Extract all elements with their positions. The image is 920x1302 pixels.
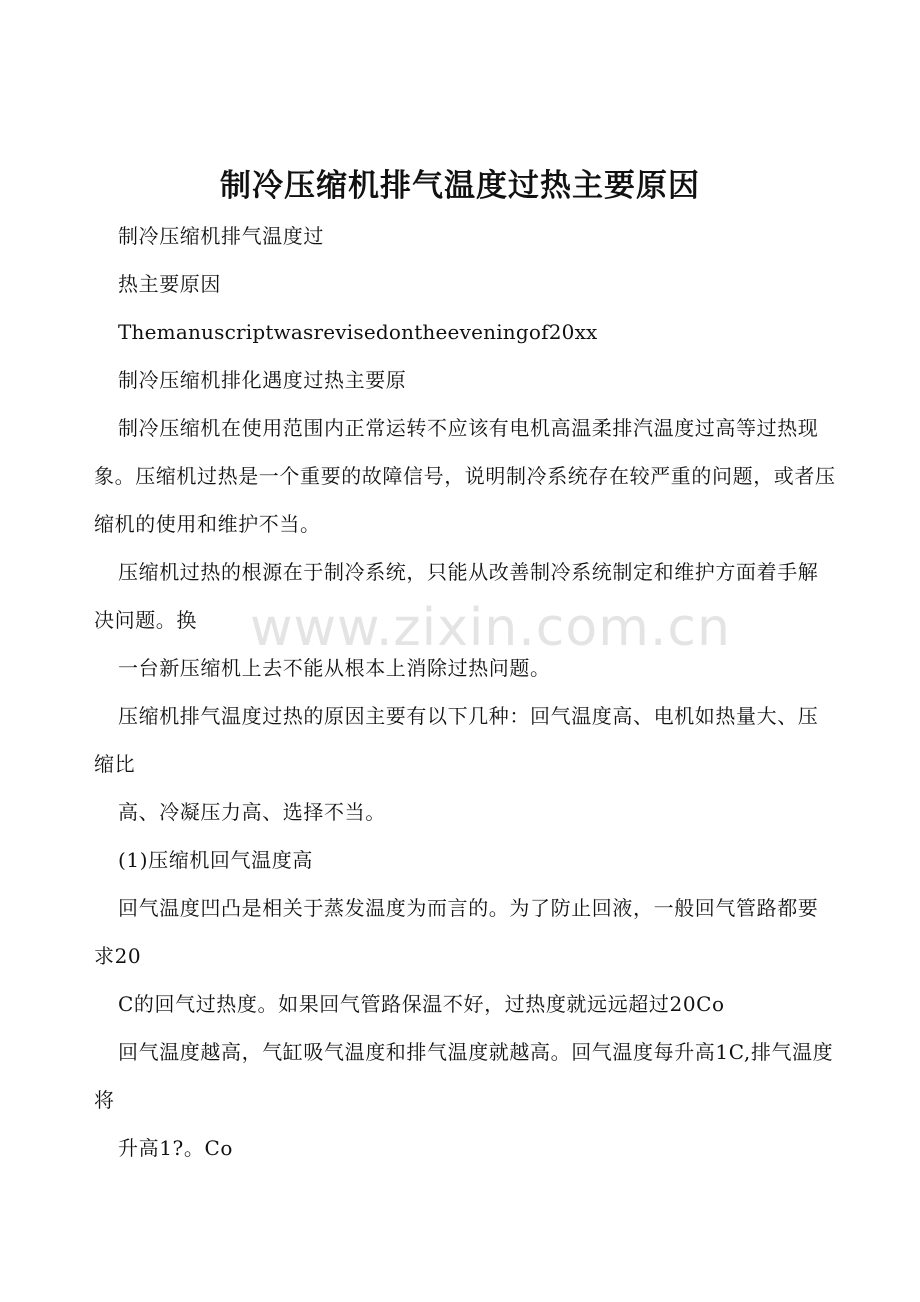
paragraph: Themanuscriptwasrevisedontheeveningof20xx [118,320,598,344]
paragraph: 高、冷凝压力高、选择不当。 [118,800,386,824]
paragraph: 回气温度越高，气缸吸气温度和排气温度就越高。回气温度每升高1C,排气温度将 [94,1040,834,1112]
paragraph: 回气温度凹凸是相关于蒸发温度为而言的。为了防止回液，一般回气管路都要求20 [94,896,819,968]
paragraph: 升高1?。Co [118,1136,233,1160]
paragraph: 热主要原因 [118,272,221,296]
paragraph: (1)压缩机回气温度高 [118,848,313,872]
paragraph: 制冷压缩机排化遇度过热主要原 [118,368,407,392]
paragraph: 制冷压缩机排气温度过 [118,224,324,248]
paragraph: C的回气过热度。如果回气管路保温不好，过热度就远远超过20Co [118,992,725,1016]
paragraph: 制冷压缩机在使用范围内正常运转不应该有电机高温柔排汽温度过高等过热现象。压缩机过热是一个重要的故障信号，说明制冷系统存在较严重的问题，或者压缩机的使用和维护不当。 [94,416,836,536]
paragraph: 压缩机过热的根源在于制冷系统，只能从改善制冷系统制定和维护方面着手解决问题。换 [94,560,819,632]
paragraph: 一台新压缩机上去不能从根本上消除过热问题。 [118,656,551,680]
document-title: 制冷压缩机排气温度过热主要原因 [220,168,700,204]
document-body [94,212,836,1172]
paragraph: 压缩机排气温度过热的原因主要有以下几种：回气温度高、电机如热量大、压缩比 [94,704,819,776]
watermark-text: www.zixin.com.cn [250,598,731,658]
